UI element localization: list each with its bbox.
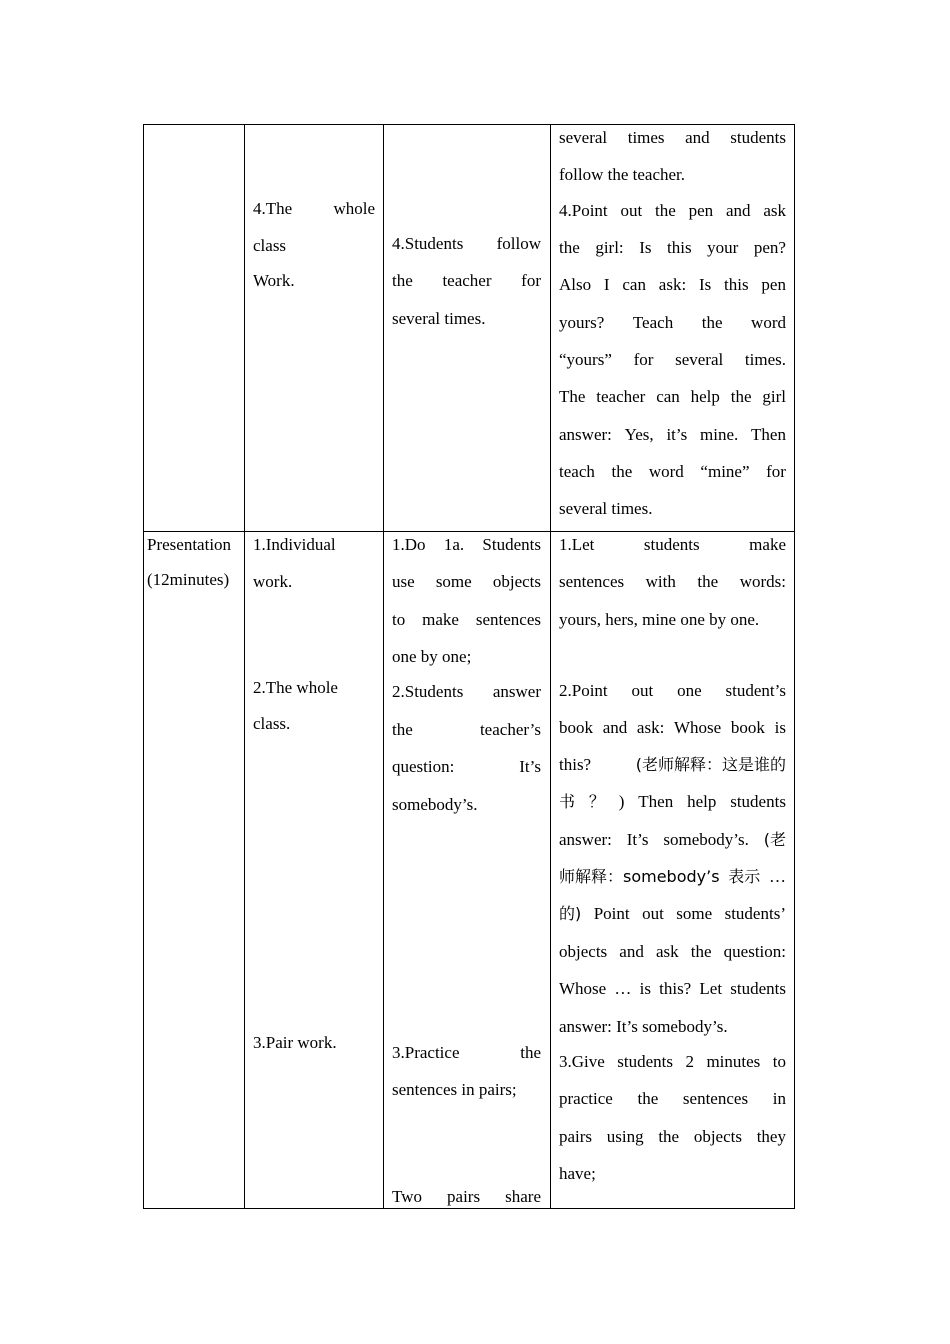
word: some [676, 904, 713, 923]
word: (老 [763, 830, 786, 849]
word: minutes [706, 1052, 761, 1071]
word: Teach [632, 313, 674, 332]
word: answer: [559, 425, 612, 444]
word: pairs [447, 1187, 481, 1206]
stage-line: (12minutes) [147, 570, 230, 589]
word: Is [698, 275, 712, 294]
word: 3.Give [559, 1052, 605, 1071]
word: 1.Do [392, 535, 426, 554]
word: pen [688, 201, 714, 220]
teacher-activity-line [559, 341, 786, 378]
word: Let [699, 979, 723, 998]
method-line: 2.The whole [253, 678, 338, 697]
word: students [617, 1052, 673, 1071]
teacher-activity-line [559, 304, 786, 341]
teacher-activity-line [559, 378, 786, 415]
student-activity-line [392, 601, 541, 638]
word: 4.The [253, 199, 293, 218]
word: somebody’s. [663, 830, 749, 849]
word: ask: [636, 718, 665, 737]
word: teacher [596, 387, 646, 406]
word: the [730, 387, 752, 406]
word: out [620, 201, 643, 220]
word: teach [559, 462, 595, 481]
teacher-activity-line: several times. [559, 499, 653, 518]
teacher-activity-line [559, 783, 786, 820]
word: 4.Students [392, 234, 464, 253]
word: can [656, 387, 680, 406]
word: 表示 [728, 867, 761, 886]
word: I [603, 275, 610, 294]
student-activity-line: sentences in pairs; [392, 1080, 517, 1099]
word: the [611, 462, 633, 481]
word: teacher [442, 271, 492, 290]
word: words: [739, 572, 786, 591]
student-activity-line [392, 1178, 541, 1215]
teacher-activity-line [559, 1043, 786, 1080]
word: ？ [588, 792, 605, 811]
word: question: [723, 942, 786, 961]
word: the [697, 572, 719, 591]
teacher-activity-line [559, 563, 786, 600]
word: and [619, 942, 644, 961]
word: the [658, 1127, 680, 1146]
student-activity-line: several times. [392, 309, 486, 328]
word: (老师解释：这是谁的 [635, 755, 786, 774]
word: Then [638, 792, 674, 811]
word: to [772, 1052, 786, 1071]
word: make [749, 535, 786, 554]
word: the [559, 238, 580, 257]
teacher-activity-line: follow the teacher. [559, 165, 686, 184]
word: book [559, 718, 593, 737]
teacher-activity-line: have; [559, 1164, 596, 1183]
word: using [606, 1127, 644, 1146]
word: Then [751, 425, 786, 444]
word: for [766, 462, 786, 481]
teacher-activity-line [559, 970, 786, 1007]
word: the [392, 271, 413, 290]
word: one [677, 681, 702, 700]
student-activity-line [392, 563, 541, 600]
word: ask [763, 201, 786, 220]
teacher-activity-line [559, 933, 786, 970]
word: question: [392, 757, 455, 776]
word: Is [639, 238, 652, 257]
word: 的) [559, 904, 582, 923]
word: “yours” [559, 350, 612, 369]
word: 书 [559, 792, 576, 811]
column-divider [550, 125, 551, 1208]
word: this? [559, 755, 592, 774]
word: 1.Let [559, 535, 595, 554]
word: objects [693, 1127, 742, 1146]
word: students’ [724, 904, 786, 923]
word: 2.Point [559, 681, 608, 700]
word: out [642, 904, 664, 923]
word: share [505, 1187, 541, 1206]
word: make [422, 610, 459, 629]
word: the [392, 720, 413, 739]
word: times. [744, 350, 786, 369]
column-divider [244, 125, 245, 1208]
teacher-activity-line [559, 858, 786, 895]
teacher-activity-line [559, 1118, 786, 1155]
student-activity-line [392, 1034, 541, 1071]
column-divider [383, 125, 384, 1208]
method-line: 1.Individual [253, 535, 336, 554]
word: yours? [559, 313, 605, 332]
word: ) [618, 792, 625, 811]
word: Two [392, 1187, 422, 1206]
word: Students [482, 535, 541, 554]
student-activity-line [392, 262, 541, 299]
method-line: class. [253, 714, 291, 733]
word: and [602, 718, 628, 737]
teacher-activity-line [559, 895, 786, 932]
word: to [392, 610, 406, 629]
word: several [675, 350, 724, 369]
word: they [756, 1127, 786, 1146]
teacher-activity-line [559, 821, 786, 858]
word: some [435, 572, 472, 591]
word: is [639, 979, 651, 998]
method-line: 3.Pair work. [253, 1033, 337, 1052]
word: students [730, 792, 786, 811]
word: The [559, 387, 586, 406]
word: the [701, 313, 723, 332]
teacher-activity-line [559, 453, 786, 490]
teacher-activity-line [559, 526, 786, 563]
word: with [645, 572, 676, 591]
word: pairs [559, 1127, 593, 1146]
word: it’s [666, 425, 688, 444]
word: out [631, 681, 654, 700]
teacher-activity-line [559, 266, 786, 303]
teacher-activity-line [559, 229, 786, 266]
word: Also [559, 275, 592, 294]
word: can [622, 275, 646, 294]
word: book [730, 718, 765, 737]
word: students [643, 535, 700, 554]
word: sentences [682, 1089, 749, 1108]
word: several [559, 128, 608, 147]
word: students [730, 128, 786, 147]
word: girl: [595, 238, 624, 257]
teacher-activity-line: yours, hers, mine one by one. [559, 610, 760, 629]
word: word [648, 462, 684, 481]
word: … [768, 867, 786, 886]
word: in [772, 1089, 786, 1108]
word: this [667, 238, 692, 257]
word: 2 [685, 1052, 694, 1071]
word: “mine” [700, 462, 750, 481]
word: practice [559, 1089, 613, 1108]
word: whole [333, 199, 375, 218]
word: 2.Students [392, 682, 464, 701]
teacher-activity-line [559, 192, 786, 229]
word: Whose [559, 979, 607, 998]
word: this [724, 275, 749, 294]
word: answer: [559, 830, 612, 849]
word: Whose [674, 718, 722, 737]
word: the [655, 201, 676, 220]
word: pen? [753, 238, 786, 257]
word: this? [659, 979, 692, 998]
word: It’s [626, 830, 649, 849]
method-line: class [253, 236, 287, 255]
word: girl [762, 387, 786, 406]
student-activity-line [392, 225, 541, 262]
word: mine. [700, 425, 739, 444]
word: follow [496, 234, 541, 253]
word: use [392, 572, 415, 591]
word: answer [492, 682, 541, 701]
teacher-activity-line: answer: It’s somebody’s. [559, 1017, 728, 1036]
word: pen [761, 275, 786, 294]
word: help [687, 792, 717, 811]
word: sentences [475, 610, 541, 629]
method-line [253, 190, 375, 227]
word: Yes, [624, 425, 654, 444]
teacher-activity-line [559, 672, 786, 709]
word: 1a. [443, 535, 465, 554]
word: 4.Point [559, 201, 608, 220]
teacher-activity-line [559, 709, 786, 746]
word: for [633, 350, 654, 369]
word: 3.Practice [392, 1043, 460, 1062]
student-activity-line [392, 526, 541, 563]
word: times [627, 128, 665, 147]
student-activity-line [392, 748, 541, 785]
teacher-activity-line [559, 119, 786, 156]
word: students [730, 979, 786, 998]
method-line: Work. [253, 271, 295, 290]
word: the [637, 1089, 659, 1108]
teacher-activity-line [559, 746, 786, 783]
word: … [614, 979, 632, 998]
student-activity-line: somebody’s. [392, 795, 478, 814]
word: 师解释：somebody’s [559, 867, 720, 886]
word: for [521, 271, 541, 290]
word: word [751, 313, 786, 332]
student-activity-line: one by one; [392, 647, 472, 666]
word: student’s [725, 681, 786, 700]
student-activity-line [392, 711, 541, 748]
word: sentences [559, 572, 625, 591]
stage-line: Presentation [147, 535, 232, 554]
word: teacher’s [479, 720, 541, 739]
word: and [725, 201, 751, 220]
word: the [520, 1043, 541, 1062]
method-line: work. [253, 572, 293, 591]
word: Point [593, 904, 630, 923]
word: ask: [658, 275, 687, 294]
student-activity-line [392, 673, 541, 710]
word: help [690, 387, 720, 406]
word: It’s [519, 757, 541, 776]
teacher-activity-line [559, 416, 786, 453]
word: is [774, 718, 786, 737]
word: objects [559, 942, 608, 961]
word: the [690, 942, 712, 961]
word: and [685, 128, 710, 147]
teacher-activity-line [559, 1080, 786, 1117]
word: your [707, 238, 739, 257]
word: ask [655, 942, 679, 961]
word: objects [492, 572, 541, 591]
